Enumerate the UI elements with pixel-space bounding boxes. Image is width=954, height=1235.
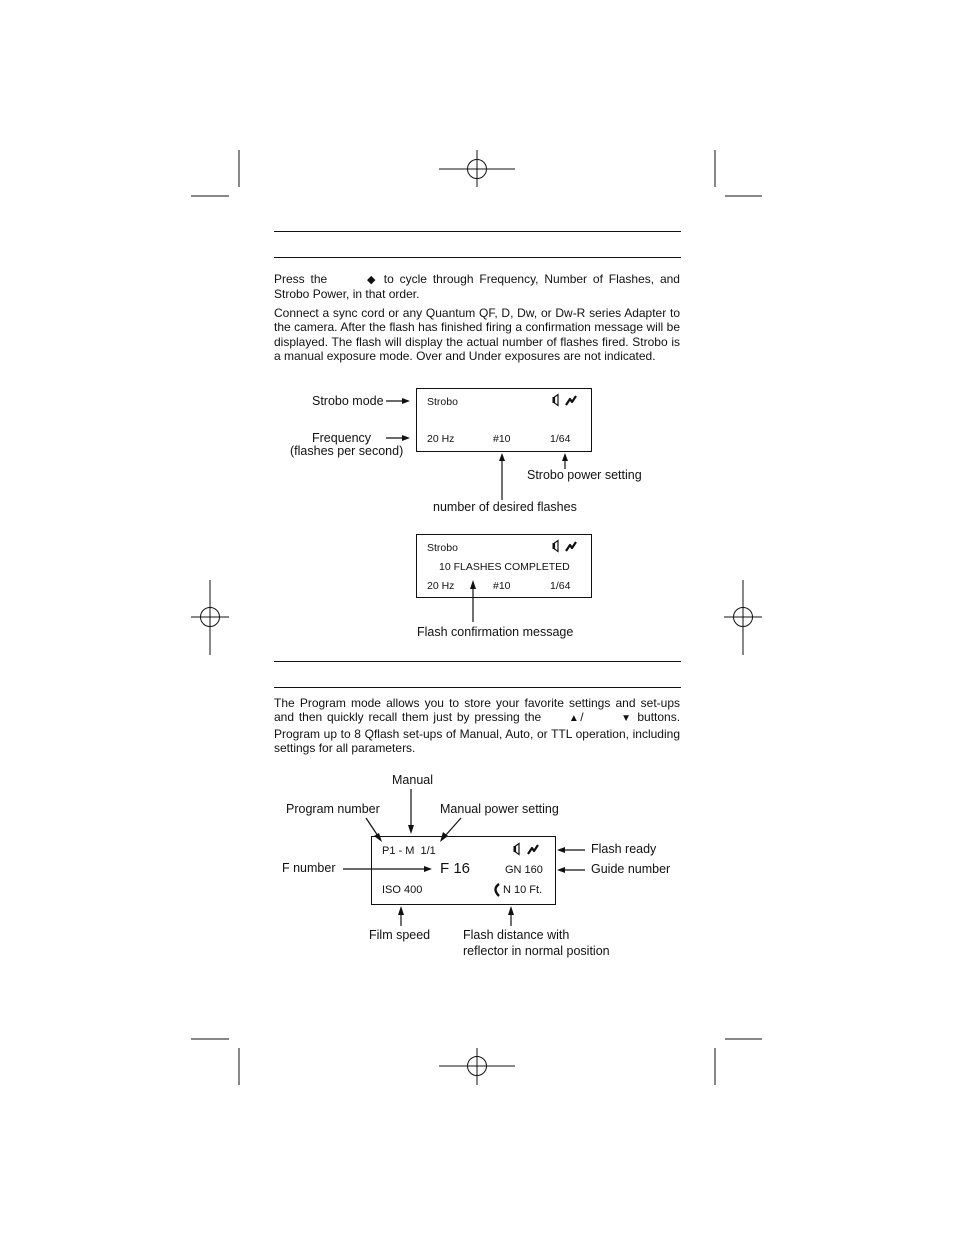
lcd-mode: Strobo bbox=[427, 396, 458, 408]
lcd-iso: ISO 400 bbox=[382, 884, 423, 896]
para1-pre: Press the bbox=[274, 272, 328, 286]
label-film-speed: Film speed bbox=[369, 928, 431, 942]
lcd-fnumber: F 16 bbox=[440, 860, 471, 877]
slash-text: / bbox=[580, 710, 584, 725]
para1-post: to cycle through Frequency, Number of Flashes, and Strobo Power, in that order. bbox=[274, 272, 680, 302]
label-manual: Manual bbox=[392, 773, 433, 787]
label-frequency-sub: (flashes per second) bbox=[290, 444, 404, 458]
program-para-post: buttons. Program up to 8 Qflash set-ups of Manual, Auto, or TTL operation, including settings for all parameters. bbox=[274, 710, 681, 755]
lcd2-power: 1/64 bbox=[550, 580, 571, 592]
label-guide-number: Guide number bbox=[591, 862, 671, 876]
lcd-frequency: 20 Hz bbox=[427, 433, 455, 445]
lcd-power: 1/64 bbox=[550, 433, 571, 445]
down-triangle-icon: ▼ bbox=[621, 713, 633, 725]
label-flash-confirmation: Flash confirmation message bbox=[417, 625, 574, 639]
label-flash-ready: Flash ready bbox=[591, 842, 657, 856]
strobo-paragraph-2: Connect a sync cord or any Quantum QF, D, Dw, or Dw-R series Adapter to the camera. After the flash has finished firing a confirmation message will be displayed. The flash will display the actual number of flashes fired. Strobo is a manual exposure mode. Over and Under exposures are not indicated. bbox=[274, 306, 680, 363]
label-manual-power: Manual power setting bbox=[440, 802, 559, 816]
lcd-guide: GN 160 bbox=[505, 864, 543, 876]
lcd-distance: N 10 Ft. bbox=[503, 884, 543, 896]
label-desired-flashes: number of desired flashes bbox=[433, 500, 577, 514]
lcd2-frequency: 20 Hz bbox=[427, 580, 455, 592]
lcd2-message: 10 FLASHES COMPLETED bbox=[439, 561, 570, 573]
label-distance-1: Flash distance with bbox=[463, 928, 570, 942]
label-program-number: Program number bbox=[286, 802, 380, 816]
diamond-icon: ◆ bbox=[366, 274, 378, 286]
lcd-flashes: #10 bbox=[493, 433, 511, 445]
label-distance-2: reflector in normal position bbox=[463, 944, 610, 958]
up-triangle-icon: ▲ bbox=[568, 713, 581, 725]
label-strobo-mode: Strobo mode bbox=[312, 394, 384, 408]
lcd2-mode: Strobo bbox=[427, 542, 458, 554]
program-para-pre: The Program mode allows you to store your favorite settings and set-ups and then quickly recall them just by pressing the bbox=[274, 696, 680, 725]
lcd-program: P1 - M 1/1 bbox=[382, 845, 436, 857]
label-strobo-power: Strobo power setting bbox=[527, 468, 642, 482]
lcd2-flashes: #10 bbox=[493, 580, 511, 592]
label-f-number: F number bbox=[282, 861, 336, 875]
label-frequency: Frequency bbox=[312, 431, 372, 445]
